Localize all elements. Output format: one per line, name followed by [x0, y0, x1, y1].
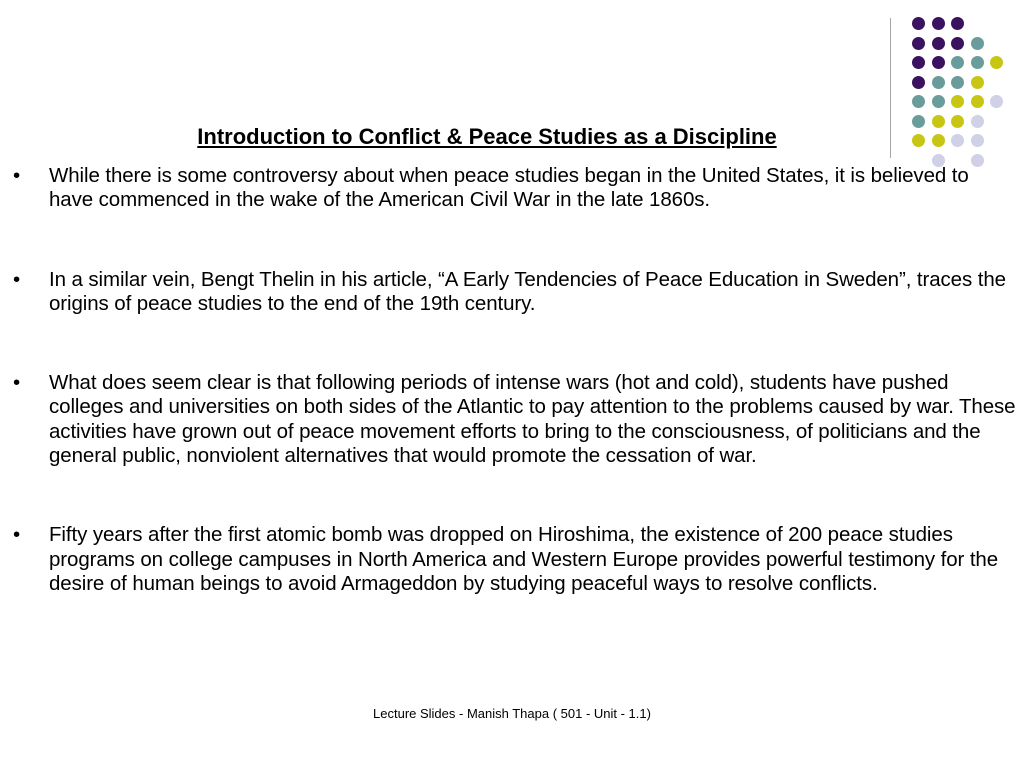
decorative-dot — [932, 56, 945, 69]
decorative-dot — [951, 95, 964, 108]
bullet-text: While there is some controversy about when peace studies began in the United States, it is believed to have commenced in the wake of the American Civil War in the late 1860s. — [49, 164, 969, 212]
decorative-dot — [971, 76, 984, 89]
decorative-dot — [912, 17, 925, 30]
bullet-icon: • — [13, 523, 21, 547]
decorative-dot — [971, 37, 984, 50]
bullet-text: What does seem clear is that following periods of intense wars (hot and cold), students have pushed colleges and universities on both sides of the Atlantic to pay attention to the problems caused by war. These activities have grown out of peace movement efforts to bring to the consciousness, of politicians and the general public, nonviolent alternatives that would promote the cessation of war. — [49, 371, 1016, 468]
decorative-dot — [951, 56, 964, 69]
bullet-list — [0, 164, 1024, 596]
decorative-dot — [912, 37, 925, 50]
decorative-dot — [971, 56, 984, 69]
decorative-dot — [912, 56, 925, 69]
decorative-dot — [932, 95, 945, 108]
slide-title: Introduction to Conflict & Peace Studies as a Discipline — [197, 124, 777, 149]
bullet-icon: • — [13, 371, 21, 395]
decorative-dot — [951, 76, 964, 89]
decorative-dot — [912, 95, 925, 108]
bullet-item — [0, 164, 1024, 213]
bullet-icon: • — [13, 164, 21, 187]
decorative-dot — [990, 95, 1003, 108]
decorative-dot — [912, 76, 925, 89]
bullet-text: Fifty years after the first atomic bomb was dropped on Hiroshima, the existence of 200 peace studies programs on college campuses in North America and Western Europe provides powerful testimony for the desire of human beings to avoid Armageddon by studying peaceful ways to resolve conflicts. — [49, 523, 999, 595]
decorative-dot — [971, 95, 984, 108]
slide-footer: Lecture Slides - Manish Thapa ( 501 - Unit - 1.1) — [373, 706, 651, 721]
decorative-dot — [951, 17, 964, 30]
bullet-item — [0, 371, 1024, 468]
bullet-item — [0, 523, 1024, 596]
decorative-dot — [932, 76, 945, 89]
decorative-dot — [951, 37, 964, 50]
decorative-dot — [990, 56, 1003, 69]
decorative-dot — [932, 37, 945, 50]
bullet-text: In a similar vein, Bengt Thelin in his article, “A Early Tendencies of Peace Education in Sweden”, traces the origins of peace studies to the end of the 19th century. — [49, 267, 1006, 315]
bullet-item — [0, 268, 1024, 317]
bullet-icon: • — [13, 267, 21, 291]
decorative-dot — [932, 17, 945, 30]
